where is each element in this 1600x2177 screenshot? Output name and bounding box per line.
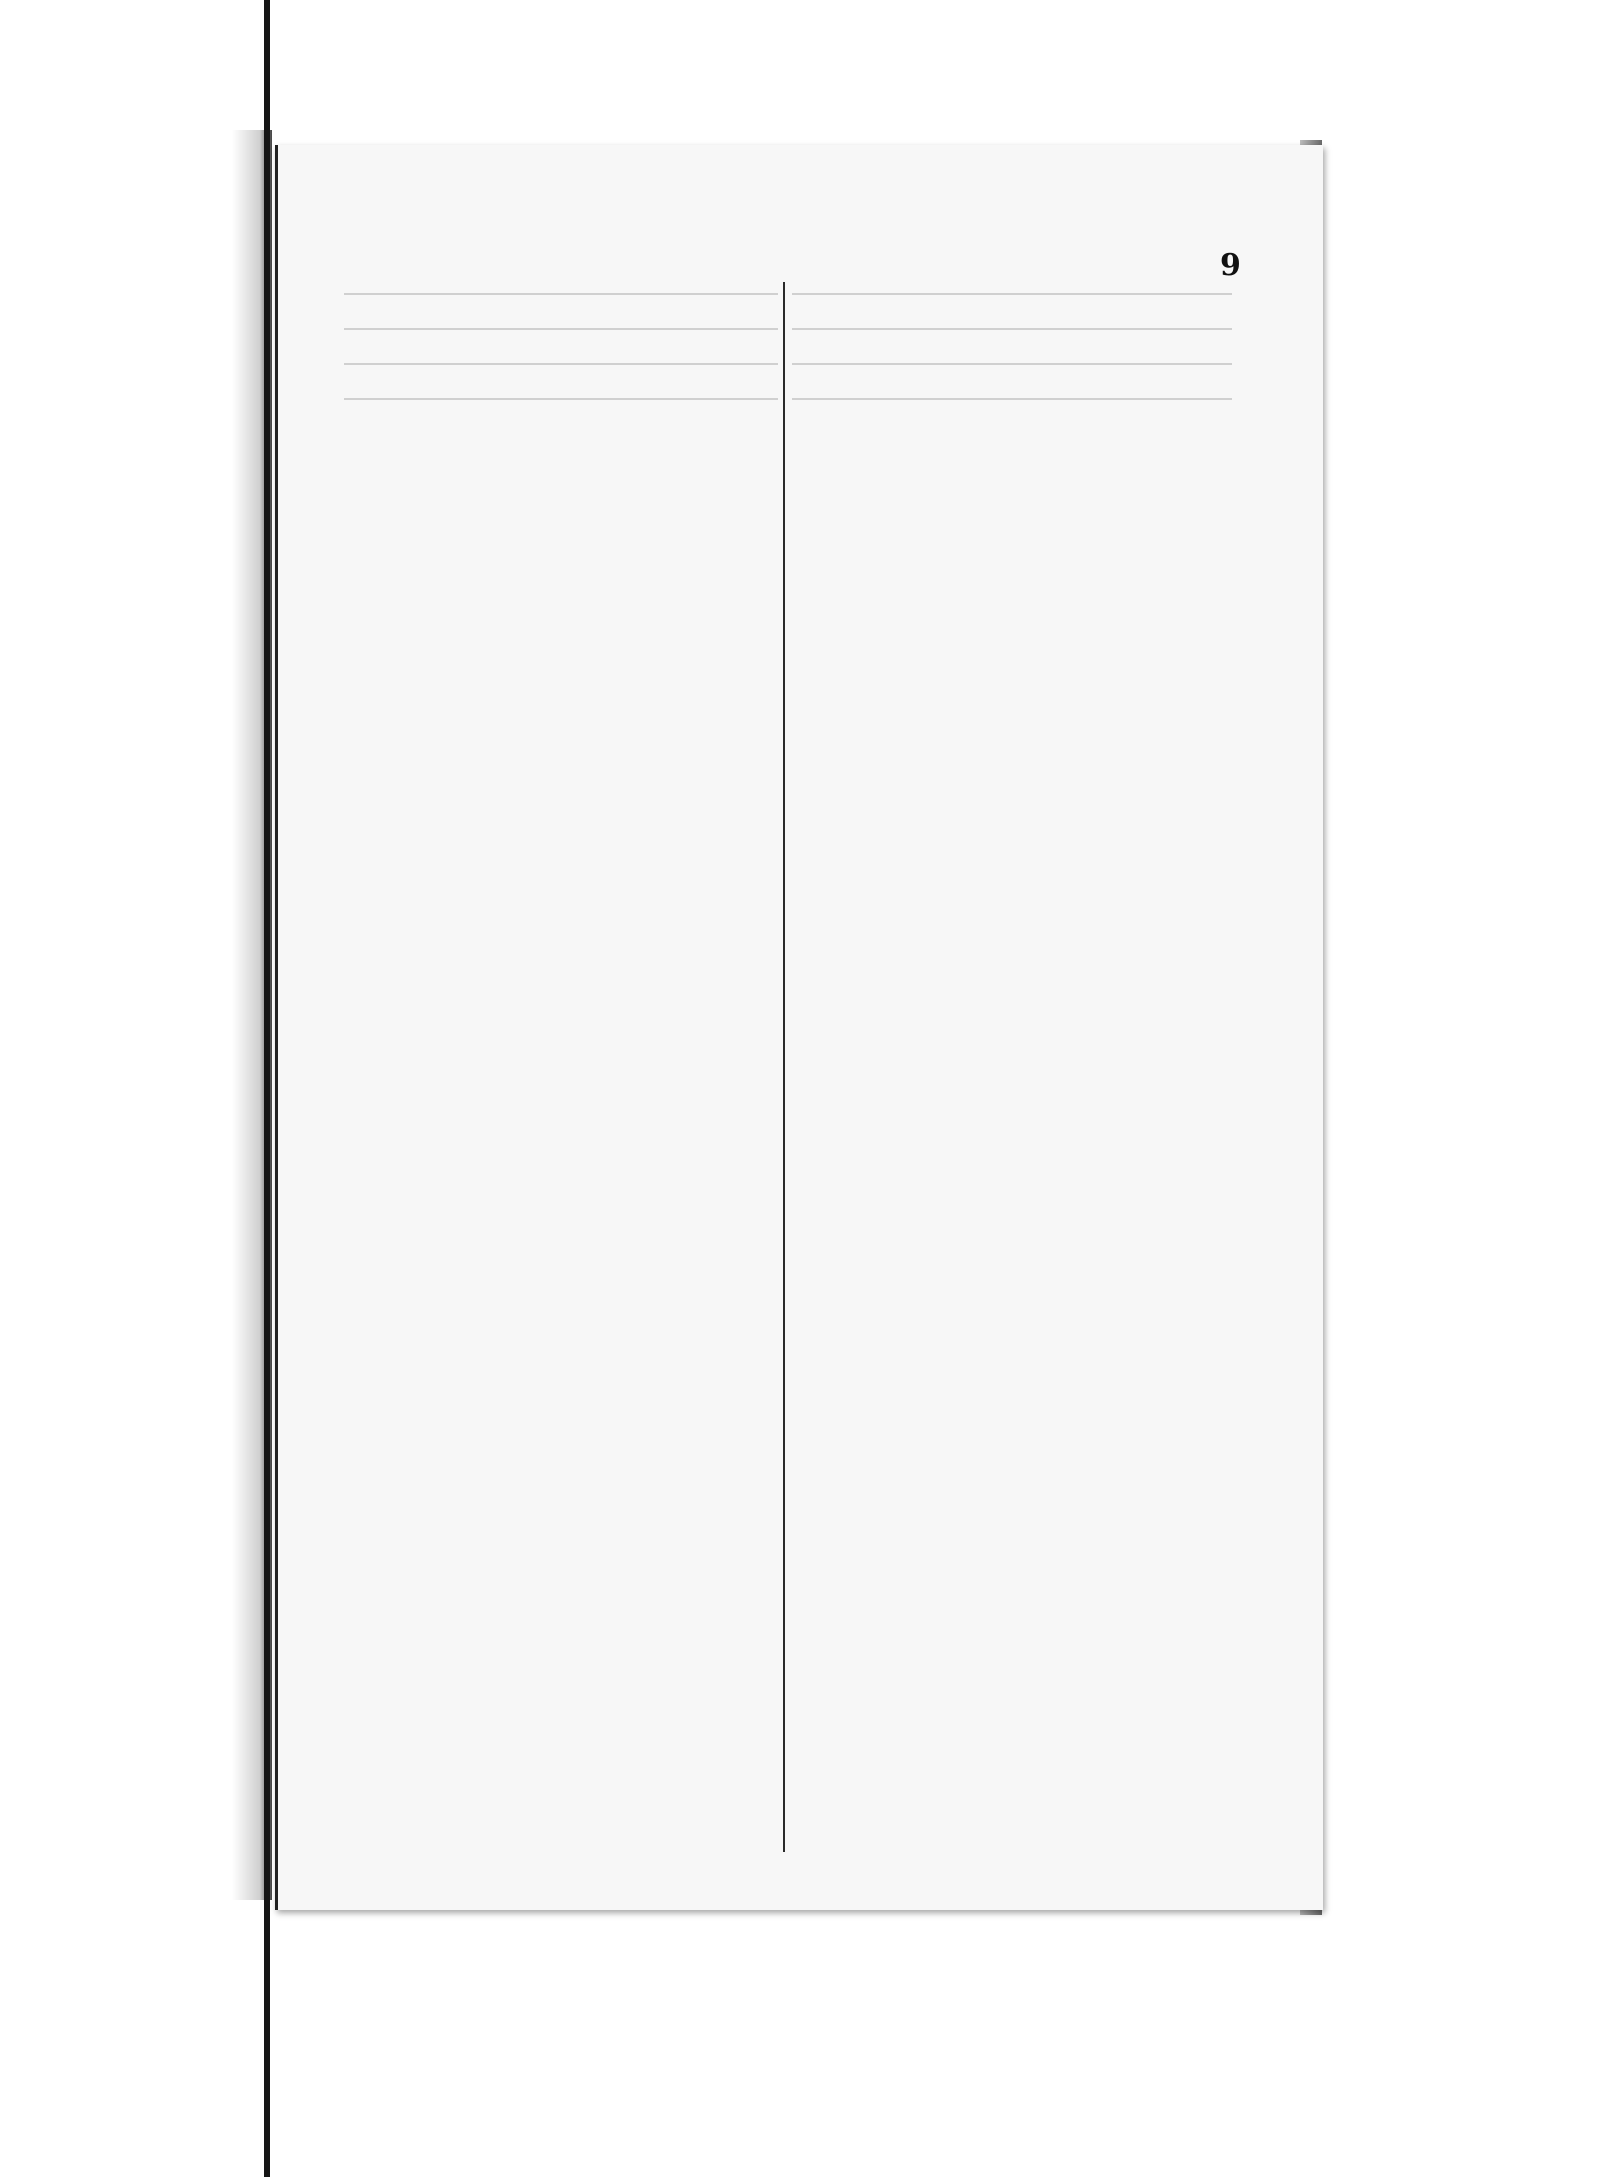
unreadable-entry-line (344, 363, 778, 387)
unreadable-entry-line (344, 293, 778, 317)
unreadable-entry-line (792, 363, 1232, 387)
binding-edge (264, 0, 270, 2177)
unreadable-entry-line (344, 398, 778, 422)
column-divider (783, 282, 785, 1852)
directory-column-left (344, 282, 778, 422)
page-number: 9 (1220, 248, 1241, 283)
left-page-partial (0, 130, 272, 1900)
directory-column-right (792, 282, 1232, 422)
unreadable-entry-line (344, 328, 778, 352)
unreadable-entry-line (792, 293, 1232, 317)
unreadable-entry-line (792, 328, 1232, 352)
unreadable-entry-line (792, 398, 1232, 422)
